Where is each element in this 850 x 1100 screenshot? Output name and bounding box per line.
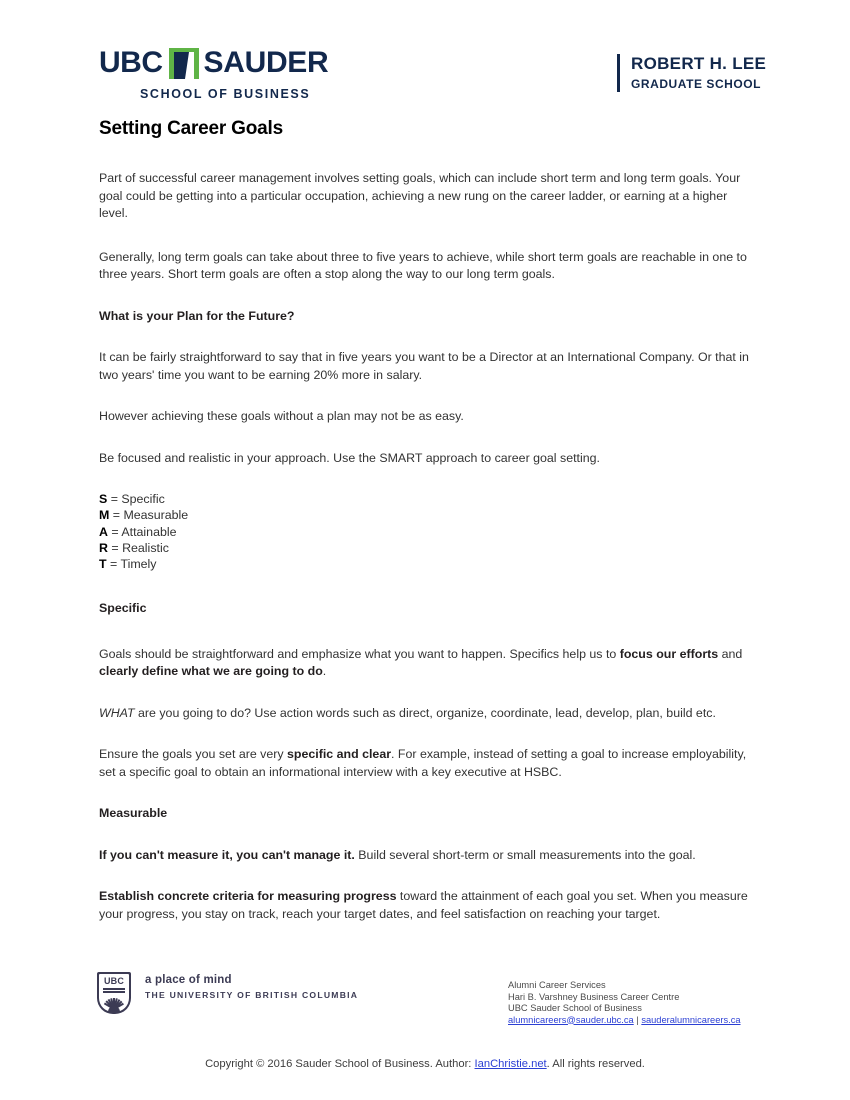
smart-letter: R [99, 540, 108, 555]
contact-info [508, 980, 741, 1026]
text-run: Build several short-term or small measurements into the goal. [354, 847, 696, 862]
smart-word: Attainable [121, 524, 177, 539]
copyright-after: . All rights reserved. [546, 1058, 645, 1070]
sauder-ubc-text: UBC [99, 46, 163, 79]
smart-letter: A [99, 524, 108, 539]
paragraph-plan-body: It can be fairly straightforward to say that in five years you want to be a Director at an International Company. Or that in two years' time you want to be earning 20% more in salary. [99, 350, 749, 382]
contact-line-3: UBC Sauder School of Business [508, 1003, 642, 1013]
document-content [99, 118, 749, 923]
copyright-line [0, 1058, 850, 1070]
ubc-university-name: THE UNIVERSITY OF BRITISH COLUMBIA [145, 990, 359, 1000]
list-item [99, 507, 749, 523]
smart-acronym-list [99, 491, 749, 572]
ubc-sauder-logo [99, 46, 399, 101]
paragraph-be-focused: Be focused and realistic in your approach. Use the SMART approach to career goal setting. [99, 450, 600, 465]
paragraph-measurable-1 [99, 847, 749, 865]
paragraph-specific-2 [99, 705, 749, 723]
text-run: are you going to do? Use action words such as direct, organize, coordinate, lead, develop, plan, build etc. [134, 705, 716, 720]
sauder-name-text: SAUDER [203, 46, 329, 79]
smart-letter: T [99, 557, 107, 572]
smart-equals: = [106, 557, 121, 572]
contact-line-1: Alumni Career Services [508, 980, 606, 990]
vertical-rule-divider [617, 54, 620, 92]
text-run: . [322, 664, 327, 679]
smart-equals: = [107, 524, 122, 539]
sauder-wordmark [99, 46, 399, 80]
door-icon [169, 48, 199, 79]
paragraph-intro: Part of successful career management involves setting goals, which can include short term and long term goals. Your goal could be getting into a particular occupation, achieving a new rung on the career ladder, or earning at a higher level. [99, 171, 741, 220]
copyright-before: Copyright © 2016 Sauder School of Business. Author: [205, 1058, 475, 1070]
rhl-name: ROBERT H. LEE [631, 54, 767, 73]
contact-links [508, 1015, 741, 1027]
text-run: Goals should be straightforward and emphasize what you want to happen. Specifics help us to [99, 646, 620, 661]
robert-h-lee-logo [617, 54, 766, 92]
text-run-bold: specific and clear [287, 747, 392, 762]
smart-word: Realistic [122, 540, 169, 555]
smart-word: Measurable [123, 508, 189, 523]
text-run: Ensure the goals you set are very [99, 747, 288, 762]
list-item [99, 556, 749, 572]
smart-letter: M [99, 508, 110, 523]
page-title: Setting Career Goals [99, 118, 283, 139]
heading-plan-for-future: What is your Plan for the Future? [99, 308, 295, 323]
paragraph-timeframes: Generally, long term goals can take about three to five years to achieve, while short term goals are reachable in one to three years. Short term goals are often a stop along the way to our long term goals. [99, 249, 747, 281]
smart-equals: = [109, 508, 124, 523]
smart-equals: = [107, 540, 123, 555]
list-item [99, 491, 749, 507]
heading-measurable: Measurable [99, 806, 168, 821]
list-item [99, 540, 749, 556]
smart-letter: S [99, 492, 108, 506]
text-run-bold: Establish concrete criteria for measuring progress [99, 889, 397, 904]
ubc-crest-icon [97, 972, 131, 1014]
text-run-bold: clearly define what we are going to do [99, 664, 323, 679]
ubc-place-of-mind-logo [97, 972, 358, 1014]
author-link[interactable]: IanChristie.net [474, 1058, 547, 1070]
email-link[interactable]: alumnicareers@sauder.ubc.ca [508, 1014, 634, 1025]
sauder-subtitle: SCHOOL OF BUSINESS [140, 87, 311, 101]
ubc-wordmark-text [145, 972, 358, 1000]
heading-specific: Specific [99, 601, 147, 616]
rhl-subtitle: GRADUATE SCHOOL [631, 76, 762, 91]
paragraph-measurable-2 [99, 888, 749, 923]
crest-ubc-text: UBC [103, 976, 125, 986]
link-separator: | [633, 1014, 642, 1025]
text-run-italic: WHAT [99, 705, 135, 720]
page-header [0, 0, 850, 108]
contact-line-2: Hari B. Varshney Business Career Centre [508, 991, 680, 1002]
text-run-bold: If you can't measure it, you can't manage it. [99, 847, 355, 862]
text-run: toward the attainment of each goal you set. When you measure your progress, you stay on track, reach your target dates, and feel satisfaction on reaching your target. [99, 889, 748, 921]
website-link[interactable]: sauderalumnicareers.ca [641, 1014, 741, 1025]
smart-word: Specific [121, 492, 165, 506]
text-run: and [718, 646, 743, 661]
list-item [99, 524, 749, 540]
paragraph-specific-1 [99, 646, 749, 681]
text-run: . For example, instead of setting a goal to increase employability, set a specific goal to obtain an informational interview with a key executive at HSBC. [99, 747, 747, 779]
text-run-bold: focus our efforts [619, 646, 719, 661]
ubc-tagline: a place of mind [145, 974, 232, 986]
paragraph-specific-3 [99, 746, 749, 781]
smart-equals: = [107, 492, 122, 506]
paragraph-however: However achieving these goals without a plan may not be as easy. [99, 409, 464, 423]
smart-word: Timely [120, 557, 157, 572]
